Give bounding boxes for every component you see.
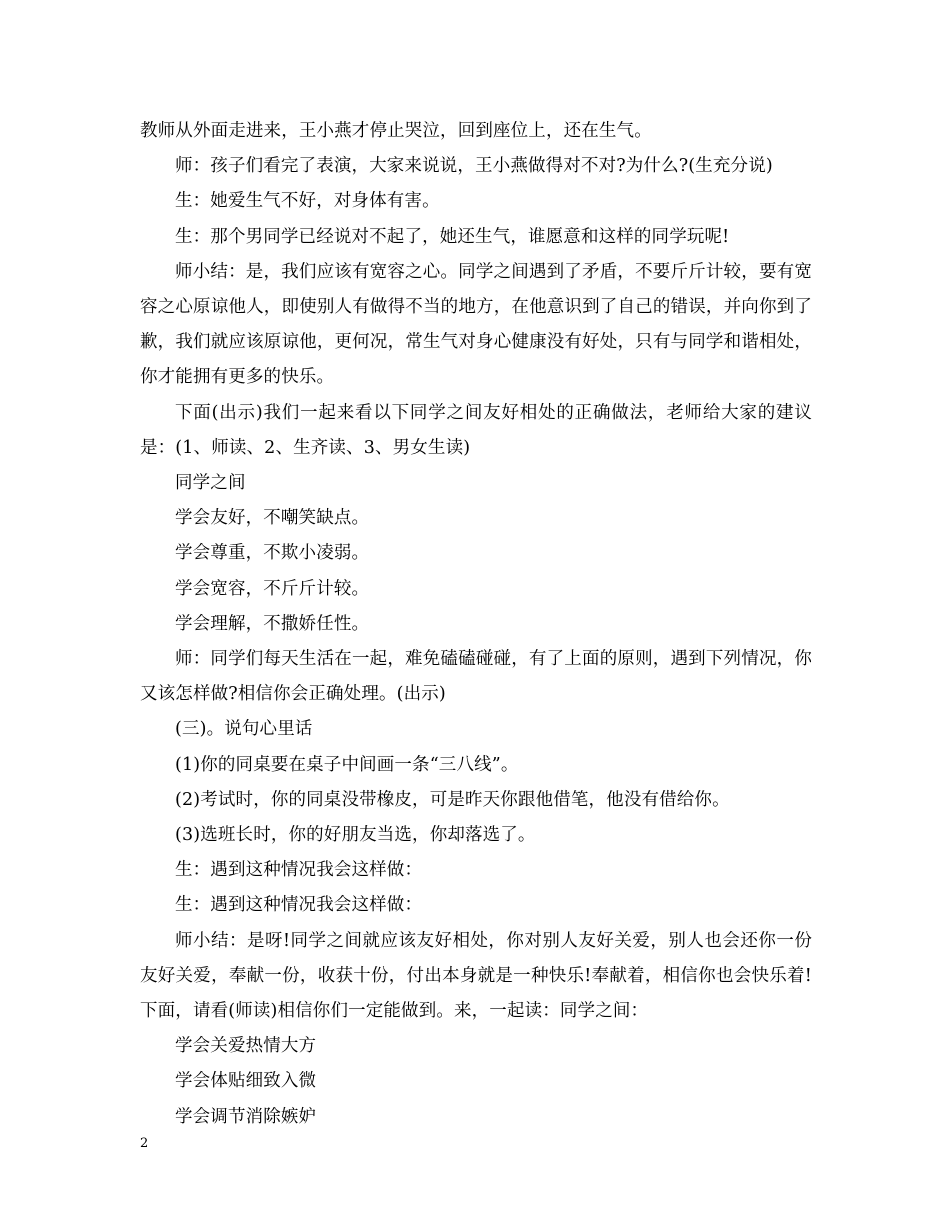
paragraph: 生：遇到这种情况我会这样做： xyxy=(175,860,423,881)
document-body xyxy=(140,114,812,1135)
paragraph: 生：那个男同学已经说对不起了，她还生气，谁愿意和这样的同学玩呢! xyxy=(175,226,730,247)
paragraph: (1)你的同桌要在桌子中间画一条“三八线”。 xyxy=(175,754,519,775)
paragraph: 下面(出示)我们一起来看以下同学之间友好相处的正确做法，老师给大家的建议是：(1、师读、2、生齐读、3、男女生读) xyxy=(140,402,812,458)
paragraph: 同学之间 xyxy=(175,473,246,494)
paragraph: 师小结：是呀!同学之间就应该友好相处，你对别人友好关爱，别人也会还你一份友好关爱，奉献一份，收获十份，付出本身就是一种快乐!奉献着，相信你也会快乐着!下面，请看(师读)相信你们一定能做到。来，一起读：同学之间： xyxy=(140,930,812,1022)
paragraph: 学会宽容，不斤斤计较。 xyxy=(175,578,370,599)
paragraph: 学会关爱热情大方 xyxy=(175,1036,317,1057)
paragraph: (三)。说句心里话 xyxy=(175,719,313,740)
paragraph: 学会友好，不嘲笑缺点。 xyxy=(175,508,370,529)
paragraph: (2)考试时，你的同桌没带橡皮，可是昨天你跟他借笔，他没有借给你。 xyxy=(175,789,730,810)
paragraph: 学会尊重，不欺小凌弱。 xyxy=(175,543,370,564)
paragraph: 教师从外面走进来，王小燕才停止哭泣，回到座位上，还在生气。 xyxy=(140,121,652,141)
page-number: 2 xyxy=(140,1136,149,1151)
paragraph: 学会调节消除嫉妒 xyxy=(175,1106,317,1127)
paragraph: (3)选班长时，你的好朋友当选，你却落选了。 xyxy=(175,825,536,846)
paragraph: 生：她爱生气不好，对身体有害。 xyxy=(175,191,440,212)
paragraph: 生：遇到这种情况我会这样做： xyxy=(175,895,423,916)
paragraph: 学会体贴细致入微 xyxy=(175,1071,317,1092)
paragraph: 师：孩子们看完了表演，大家来说说，王小燕做得对不对?为什么?(生充分说) xyxy=(175,156,773,177)
paragraph: 师小结：是，我们应该有宽容之心。同学之间遇到了矛盾，不要斤斤计较，要有宽容之心原谅他人，即使别人有做得不当的地方，在他意识到了自己的错误，并向你到了歉，我们就应该原谅他，更何况，常生气对身心健康没有好处，只有与同学和谐相处，你才能拥有更多的快乐。 xyxy=(140,261,812,388)
paragraph: 师：同学们每天生活在一起，难免磕磕碰碰，有了上面的原则，遇到下列情况，你又该怎样做?相信你会正确处理。(出示) xyxy=(140,649,812,705)
paragraph: 学会理解，不撒娇任性。 xyxy=(175,613,370,634)
